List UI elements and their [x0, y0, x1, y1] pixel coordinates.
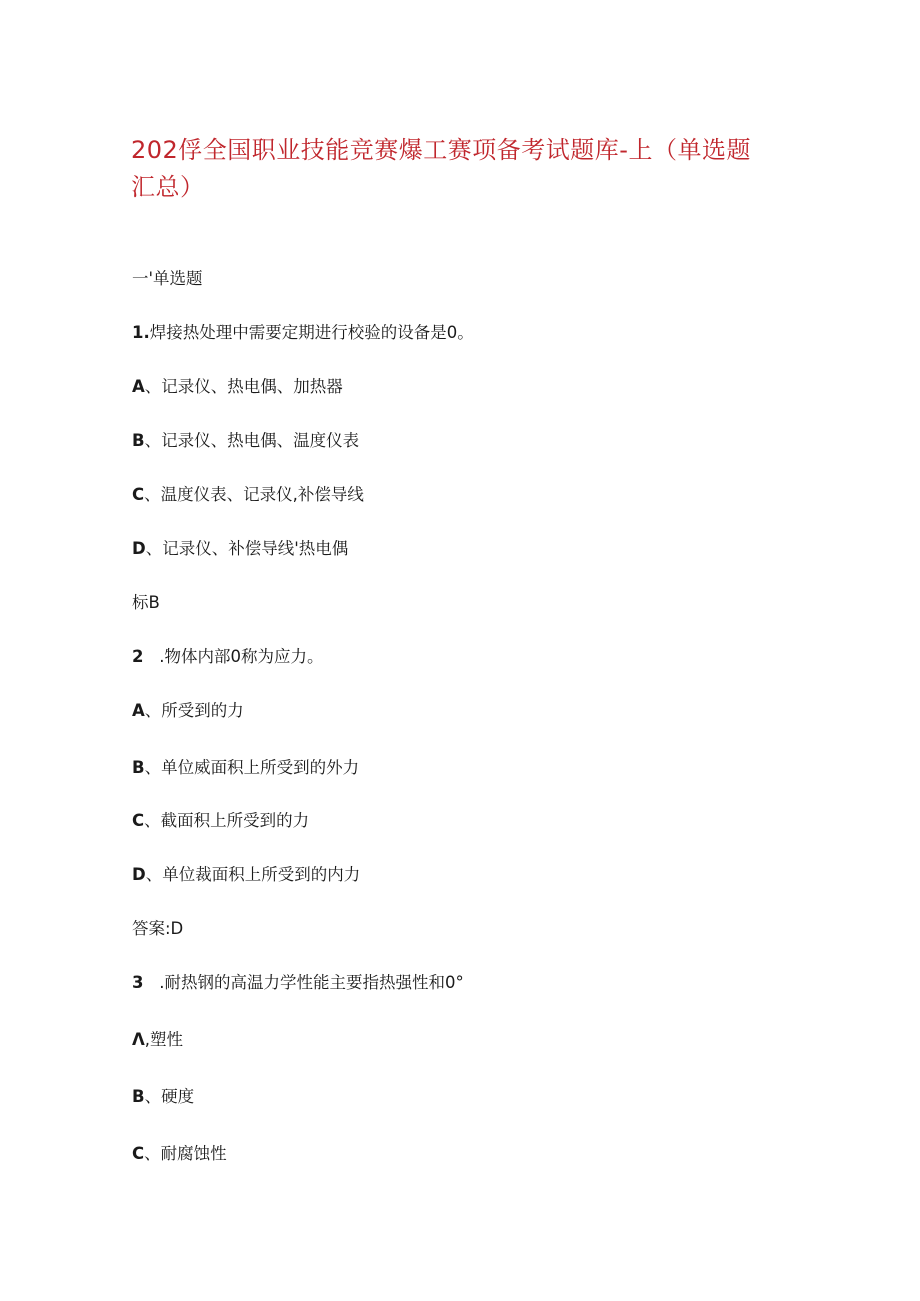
question-1-option-d	[132, 538, 348, 560]
question-3-stem	[132, 972, 464, 994]
option-text: 、记录仪、补偿导线'热电偶	[145, 539, 349, 558]
question-2-option-d	[132, 864, 360, 886]
document-title: 202俘全国职业技能竞赛爆工赛项备考试题库-上（单选题汇总）	[131, 136, 751, 201]
option-letter: B	[132, 431, 145, 450]
option-letter: C	[132, 485, 145, 504]
question-3-option-b	[132, 1086, 194, 1108]
option-letter: Λ	[132, 1030, 145, 1049]
question-2-option-a	[132, 700, 244, 722]
option-letter: D	[132, 865, 146, 884]
answer-text: 标B	[132, 593, 160, 612]
question-number: 1.	[132, 323, 150, 342]
option-text: 、硬度	[144, 1087, 195, 1106]
option-text: ,塑性	[144, 1030, 184, 1049]
section-heading: 一'单选题	[132, 269, 203, 288]
option-letter: C	[132, 1144, 145, 1163]
question-3-option-a	[132, 1029, 183, 1051]
option-text: 、截面积上所受到的力	[144, 811, 310, 830]
question-2-stem	[132, 646, 323, 668]
option-letter: B	[132, 758, 145, 777]
option-text: 、单位裁面积上所受到的内力	[145, 865, 361, 884]
question-2-option-c	[132, 810, 309, 832]
option-letter: B	[132, 1087, 145, 1106]
option-text: 、记录仪、热电偶、温度仪表	[144, 431, 360, 450]
option-letter: A	[132, 701, 145, 720]
option-text: 、温度仪表、记录仪,补偿导线	[144, 485, 364, 504]
question-text: .物体内部0称为应力。	[143, 647, 324, 666]
question-1-option-c	[132, 484, 364, 506]
question-2-option-b	[132, 757, 359, 779]
question-1-option-a	[132, 376, 343, 398]
option-text: 、所受到的力	[144, 701, 244, 720]
question-text: .耐热钢的高温力学性能主要指热强性和0°	[143, 973, 464, 992]
option-letter: C	[132, 811, 145, 830]
answer-text: 答案:D	[132, 919, 184, 938]
option-text: 、记录仪、热电偶、加热器	[144, 377, 343, 396]
option-letter: D	[132, 539, 146, 558]
question-1-option-b	[132, 430, 359, 452]
question-1-stem	[132, 322, 474, 344]
question-number: 2	[132, 647, 144, 666]
option-letter: A	[132, 377, 145, 396]
option-text: 、耐腐蚀性	[144, 1144, 227, 1163]
question-1-answer	[132, 592, 160, 614]
option-text: 、单位威面积上所受到的外力	[144, 758, 360, 777]
question-text: 焊接热处理中需要定期进行校验的设备是0。	[149, 323, 474, 342]
question-number: 3	[132, 973, 144, 992]
question-3-option-c	[132, 1143, 227, 1165]
question-2-answer	[132, 918, 183, 940]
